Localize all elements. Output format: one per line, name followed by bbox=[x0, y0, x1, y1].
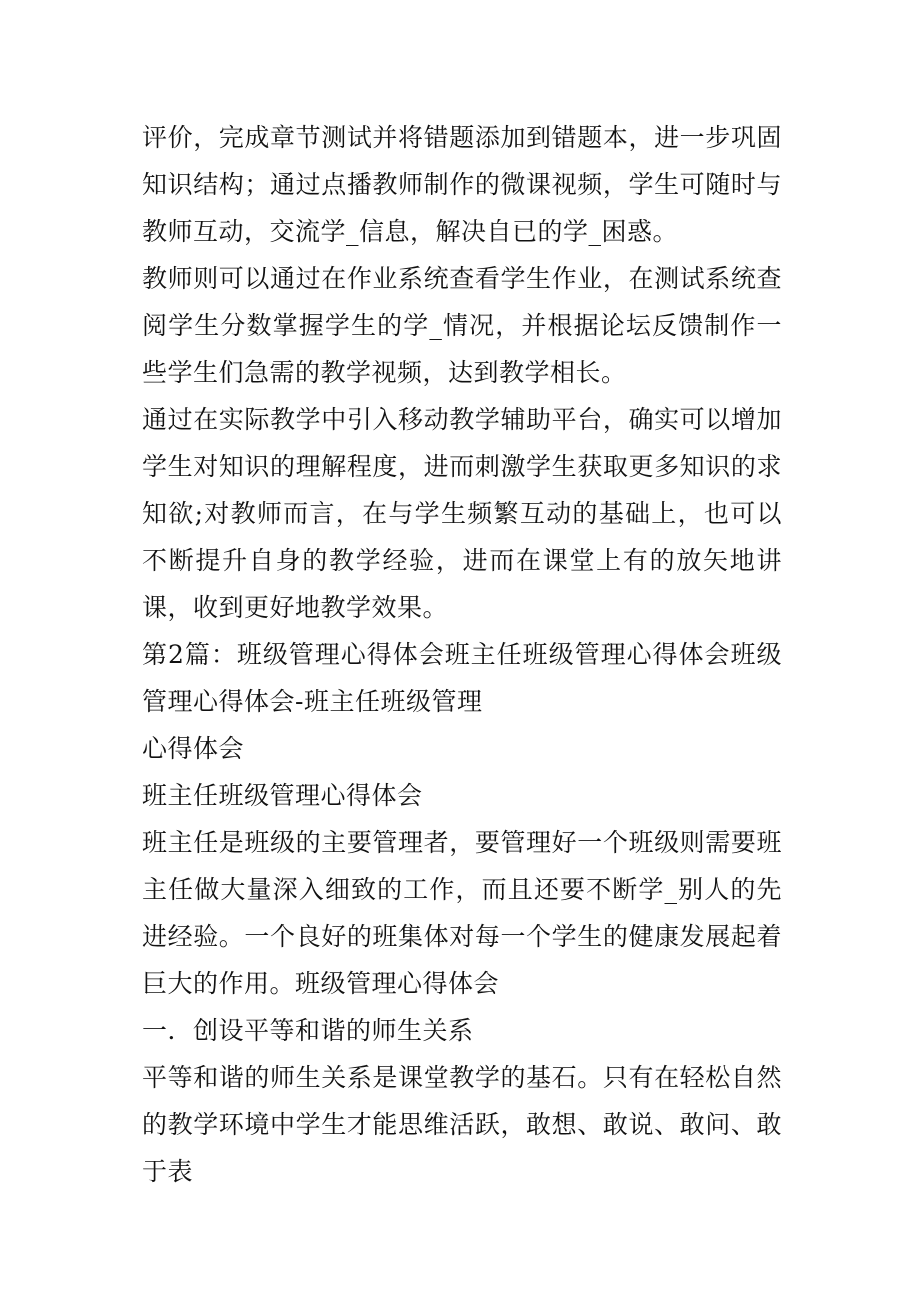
paragraph-head-teacher-role: 班主任是班级的主要管理者，要管理好一个班级则需要班主任做大量深入细致的工作，而且还要不断学_别人的先进经验。一个良好的班集体对每一个学生的健康发展起着巨大的作用。班级管理心得体会 bbox=[142, 828, 782, 998]
subheading-class-management: 班主任班级管理心得体会 bbox=[142, 781, 423, 810]
subheading-teacher-student-relation: 一．创设平等和谐的师生关系 bbox=[142, 1016, 474, 1045]
paragraph-mobile-platform: 通过在实际教学中引入移动教学辅助平台，确实可以增加学生对知识的理解程度，进而刺激学生获取更多知识的求知欲;对教师而言，在与学生频繁互动的基础上，也可以不断提升自身的教学经验，进而在课堂上有的放矢地讲课，收到更好地教学效果。 bbox=[142, 405, 782, 622]
section-heading-part-2: 第2篇：班级管理心得体会班主任班级管理心得体会班级管理心得体会-班主任班级管理 bbox=[142, 640, 782, 716]
paragraph-continued-evaluation: 评价，完成章节测试并将错题添加到错题本，进一步巩固知识结构；通过点播教师制作的微课视频，学生可随时与教师互动，交流学_信息，解决自已的学_困惑。 bbox=[142, 123, 782, 246]
document-body bbox=[142, 114, 782, 1195]
paragraph-teacher-review: 教师则可以通过在作业系统查看学生作业，在测试系统查阅学生分数掌握学生的学_情况，并根据论坛反馈制作一些学生们急需的教学视频，达到教学相长。 bbox=[142, 264, 782, 387]
subheading-experience: 心得体会 bbox=[142, 734, 245, 763]
paragraph-harmonious-relation: 平等和谐的师生关系是课堂教学的基石。只有在轻松自然的教学环境中学生才能思维活跃，敢想、敢说、敢问、敢于表 bbox=[142, 1063, 782, 1186]
